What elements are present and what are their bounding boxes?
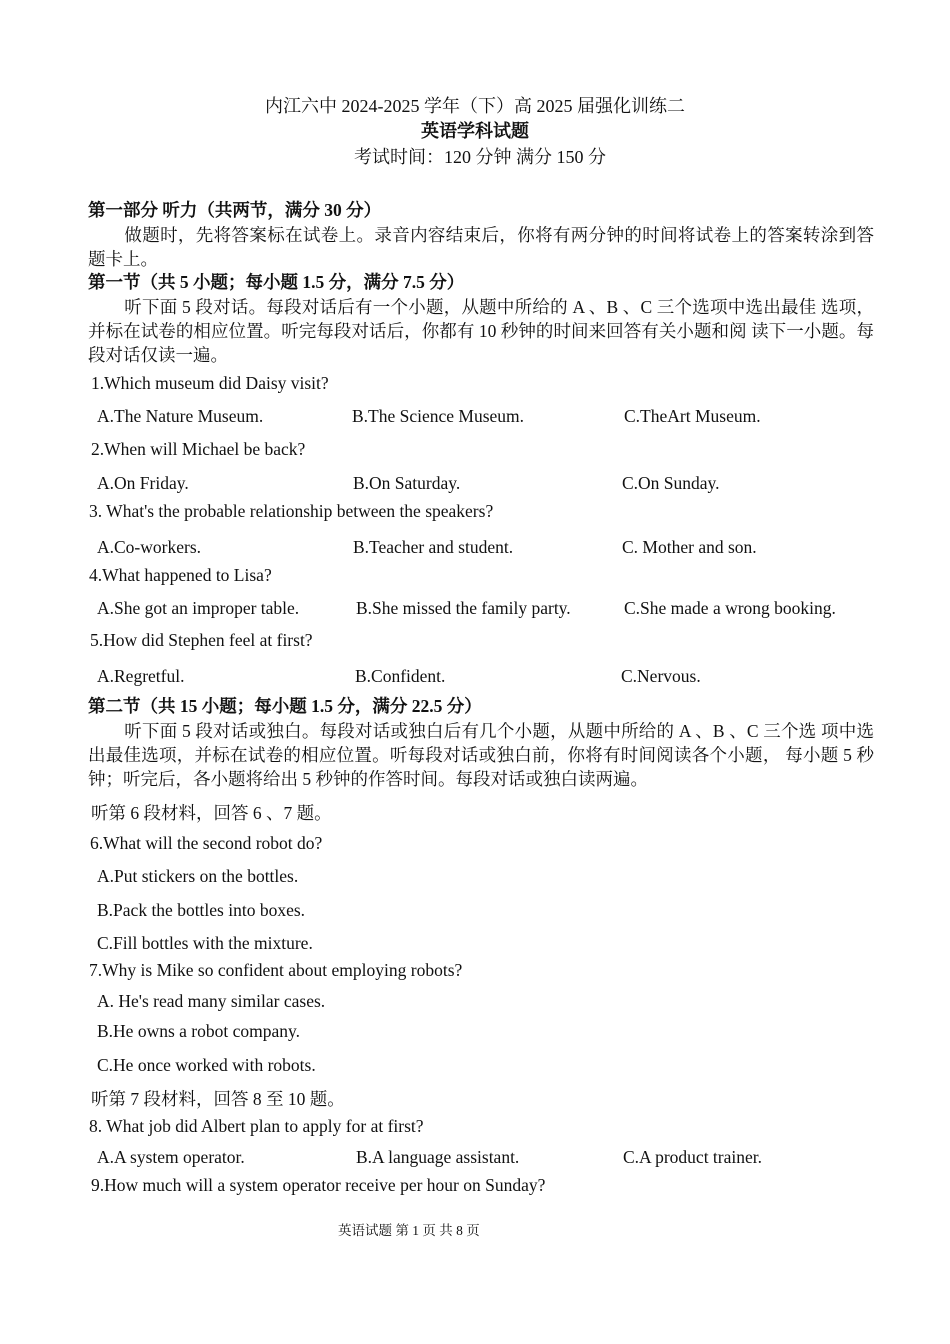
option-b: B.A language assistant. xyxy=(356,1147,520,1167)
subject-title: 英语学科试题 xyxy=(421,121,529,141)
option-a: A.Regretful. xyxy=(97,666,185,686)
page-footer: 英语试题 第 1 页 共 8 页 xyxy=(338,1223,480,1238)
option-b: B.He owns a robot company. xyxy=(97,1021,300,1041)
part1-instruction-text: 做题时，先将答案标在试卷上。录音内容结束后，你将有两分钟的时间将试卷上的答案转涂到答题卡上。 xyxy=(88,225,874,269)
option-c: C.She made a wrong booking. xyxy=(624,598,836,618)
question-stem: 4.What happened to Lisa? xyxy=(89,565,272,585)
option-a: A. He's read many similar cases. xyxy=(97,991,326,1011)
option-c: C.On Sunday. xyxy=(622,473,720,493)
option-b: B.Confident. xyxy=(355,666,446,686)
option-b: B.Teacher and student. xyxy=(353,537,514,557)
question-stem: 5.How did Stephen feel at first? xyxy=(90,630,313,650)
option-c: C.Fill bottles with the mixture. xyxy=(97,933,313,953)
part1-heading: 第一部分 听力（共两节，满分 30 分） xyxy=(88,200,382,220)
section1-instruction-text: 听下面 5 段对话。每段对话后有一个小题，从题中所给的 A 、B 、C 三个选项中选出最佳 选项，并标在试卷的相应位置。听完每段对话后，你都有 10 秒钟的时间来回答有关小题和阅 读下一小题。每段对话仅读一遍。 xyxy=(88,297,874,365)
question-stem: 9.How much will a system operator receive per hour on Sunday? xyxy=(91,1175,546,1195)
section1-heading: 第一节（共 5 小题；每小题 1.5 分，满分 7.5 分） xyxy=(88,272,465,292)
section2-instruction xyxy=(88,719,874,791)
option-c: C.TheArt Museum. xyxy=(624,406,761,426)
section1-instruction xyxy=(88,295,874,367)
option-a: A.On Friday. xyxy=(97,473,189,493)
option-a: A.Co-workers. xyxy=(97,537,202,557)
question-stem: 8. What job did Albert plan to apply for at first? xyxy=(89,1116,424,1136)
question-stem: 2.When will Michael be back? xyxy=(91,439,306,459)
exam-time-line: 考试时间：120 分钟 满分 150 分 xyxy=(354,147,606,167)
option-a: A.She got an improper table. xyxy=(97,598,300,618)
material-note: 听第 6 段材料，回答 6 、7 题。 xyxy=(91,803,332,823)
question-stem: 7.Why is Mike so confident about employing robots? xyxy=(89,960,463,980)
option-b: B.Pack the bottles into boxes. xyxy=(97,900,306,920)
part1-instruction xyxy=(88,223,874,271)
option-b: B.The Science Museum. xyxy=(352,406,525,426)
option-c: C.Nervous. xyxy=(621,666,701,686)
question-stem: 1.Which museum did Daisy visit? xyxy=(91,373,329,393)
option-a: A.A system operator. xyxy=(97,1147,245,1167)
material-note: 听第 7 段材料，回答 8 至 10 题。 xyxy=(91,1089,345,1109)
exam-title: 内江六中 2024-2025 学年（下）高 2025 届强化训练二 xyxy=(265,96,685,116)
section2-instruction-text: 听下面 5 段对话或独白。每段对话或独白后有几个小题，从题中所给的 A 、B 、C 三个选 项中选出最佳选项，并标在试卷的相应位置。听每段对话或独白前，你将有时间阅读各个小题， 每小题 5 秒钟；听完后，各小题将给出 5 秒钟的作答时间。每段对话或独白读两遍。 xyxy=(88,721,874,789)
option-c: C.A product trainer. xyxy=(623,1147,763,1167)
option-b: B.On Saturday. xyxy=(353,473,461,493)
option-c: C. Mother and son. xyxy=(622,537,757,557)
option-a: A.The Nature Museum. xyxy=(97,406,264,426)
option-b: B.She missed the family party. xyxy=(356,598,571,618)
option-c: C.He once worked with robots. xyxy=(97,1055,316,1075)
section2-heading: 第二节（共 15 小题；每小题 1.5 分，满分 22.5 分） xyxy=(88,696,482,716)
question-stem: 6.What will the second robot do? xyxy=(90,833,323,853)
option-a: A.Put stickers on the bottles. xyxy=(97,866,299,886)
question-stem: 3. What's the probable relationship between the speakers? xyxy=(89,501,494,521)
